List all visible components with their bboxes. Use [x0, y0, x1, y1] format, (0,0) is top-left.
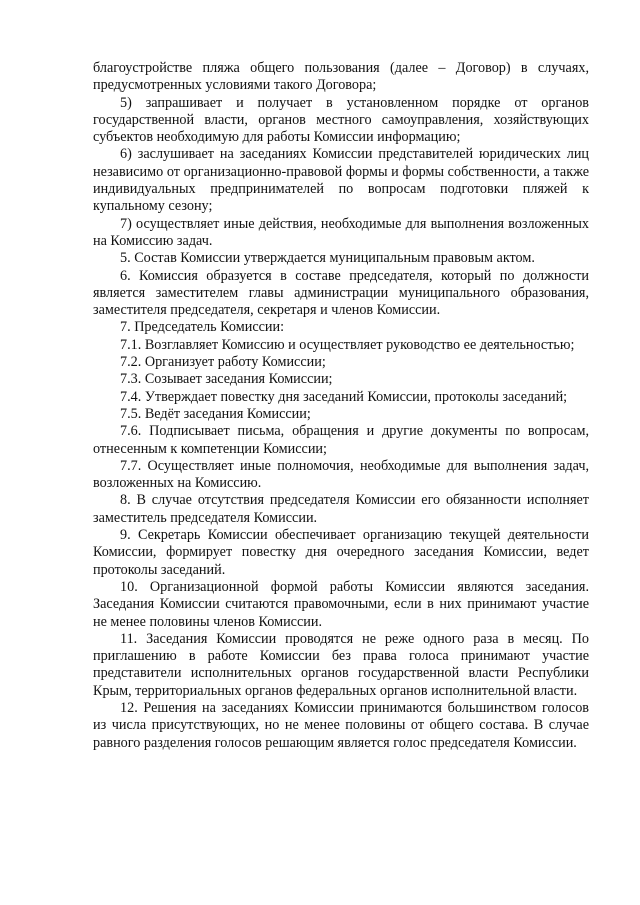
paragraph-number: 11.: [120, 630, 138, 647]
paragraph-item-5: [93, 95, 589, 147]
paragraph-number: 7.3.: [120, 371, 142, 388]
paragraph-number: 5.: [120, 250, 131, 267]
paragraph-number: 5): [120, 94, 132, 111]
paragraph-number: 7.: [120, 319, 131, 336]
paragraph-number: 9.: [120, 527, 131, 544]
document-body: [93, 60, 589, 752]
paragraph-clause-7-1: [93, 337, 589, 354]
paragraph-clause-12: [93, 700, 589, 752]
paragraph-text: благоустройстве пляжа общего пользования (далее – Договор) в случаях, предусмотренных условиями такого Договора;: [93, 60, 589, 94]
paragraph-item-6: [93, 146, 589, 215]
paragraph-number: 7.7.: [120, 457, 142, 474]
paragraph-text: Состав Комиссии утверждается муниципальным правовым актом.: [134, 250, 535, 267]
paragraph-number: 7.6.: [120, 423, 142, 440]
paragraph-text: Осуществляет иные полномочия, необходимые для выполнения задач, возложенных на Комиссию.: [93, 457, 590, 492]
paragraph-number: 7.2.: [120, 354, 142, 371]
paragraph-text: Решения на заседаниях Комиссии принимаются большинством голосов из числа присутствующих, но не менее половины от общего состава. В случае равного разделения голосов решающим является голос председателя Комиссии.: [93, 699, 589, 751]
paragraph-text: Организационной формой работы Комиссии являются заседания. Заседания Комиссии считаются правомочными, если в них принимают участие не менее половины членов Комиссии.: [93, 578, 589, 630]
paragraph-clause-5: [93, 250, 589, 267]
paragraph-number: 7.4.: [120, 388, 142, 405]
paragraph-text: Утверждает повестку дня заседаний Комиссии, протоколы заседаний;: [144, 388, 568, 405]
paragraph-clause-9: [93, 527, 589, 579]
paragraph-text: Созывает заседания Комиссии;: [144, 371, 333, 388]
paragraph-number: 8.: [120, 492, 131, 509]
paragraph-clause-6: [93, 268, 589, 320]
paragraph-clause-8: [93, 492, 589, 527]
paragraph-clause-7-6: [93, 423, 589, 458]
paragraph-clause-7-2: [93, 354, 589, 371]
paragraph-text: Ведёт заседания Комиссии;: [144, 405, 311, 422]
paragraph-text: Комиссия образуется в составе председателя, который по должности является заместителем главы администрации муниципального образования, заместителя председателя, секретаря и членов Комиссии.: [93, 267, 590, 319]
paragraph-text: Заседания Комиссии проводятся не реже одного раза в месяц. По приглашению в работе Комиссии без права голоса принимают участие представители исполнительных органов государственной власти Республики Крым, территориальных органов федеральных органов исполнительной власти.: [93, 630, 589, 699]
paragraph-number: 6.: [120, 267, 131, 284]
paragraph-continuation: [93, 60, 589, 95]
paragraph-number: 7): [120, 215, 132, 232]
paragraph-clause-7-7: [93, 458, 589, 493]
paragraph-clause-7: [93, 319, 589, 336]
paragraph-text: Секретарь Комиссии обеспечивает организацию текущей деятельности Комиссии, формирует повестку дня очередного заседания Комиссии, ведет протоколы заседаний.: [93, 527, 590, 578]
paragraph-clause-7-3: [93, 371, 589, 388]
paragraph-clause-7-4: [93, 389, 589, 406]
paragraph-text: Организует работу Комиссии;: [144, 354, 326, 371]
paragraph-text: осуществляет иные действия, необходимые для выполнения возложенных на Комиссию задач.: [93, 215, 590, 249]
paragraph-number: 12.: [120, 699, 138, 716]
paragraph-clause-7-5: [93, 406, 589, 423]
paragraph-number: 10.: [120, 578, 138, 595]
paragraph-text: Председатель Комиссии:: [134, 319, 285, 336]
paragraph-text: запрашивает и получает в установленном порядке от органов государственной власти, органов местного самоуправления, хозяйствующих субъектов необходимую для работы Комиссии информацию;: [93, 94, 589, 146]
paragraph-text: В случае отсутствия председателя Комиссии его обязанности исполняет заместитель председателя Комиссии.: [93, 492, 589, 526]
paragraph-text: Подписывает письма, обращения и другие документы по вопросам, отнесенным к компетенции Комиссии;: [93, 423, 589, 457]
paragraph-text: заслушивает на заседаниях Комиссии представителей юридических лиц независимо от организационно-правовой формы и формы собственности, а также индивидуальных предпринимателей по вопросам подготовки пляжей к купальному сезону;: [93, 146, 589, 215]
paragraph-number: 7.1.: [120, 336, 142, 353]
paragraph-number: 7.5.: [120, 405, 142, 422]
paragraph-text: Возглавляет Комиссию и осуществляет руководство ее деятельностью;: [144, 336, 575, 353]
paragraph-clause-10: [93, 579, 589, 631]
paragraph-item-7: [93, 216, 589, 251]
paragraph-clause-11: [93, 631, 589, 700]
paragraph-number: 6): [120, 146, 132, 163]
